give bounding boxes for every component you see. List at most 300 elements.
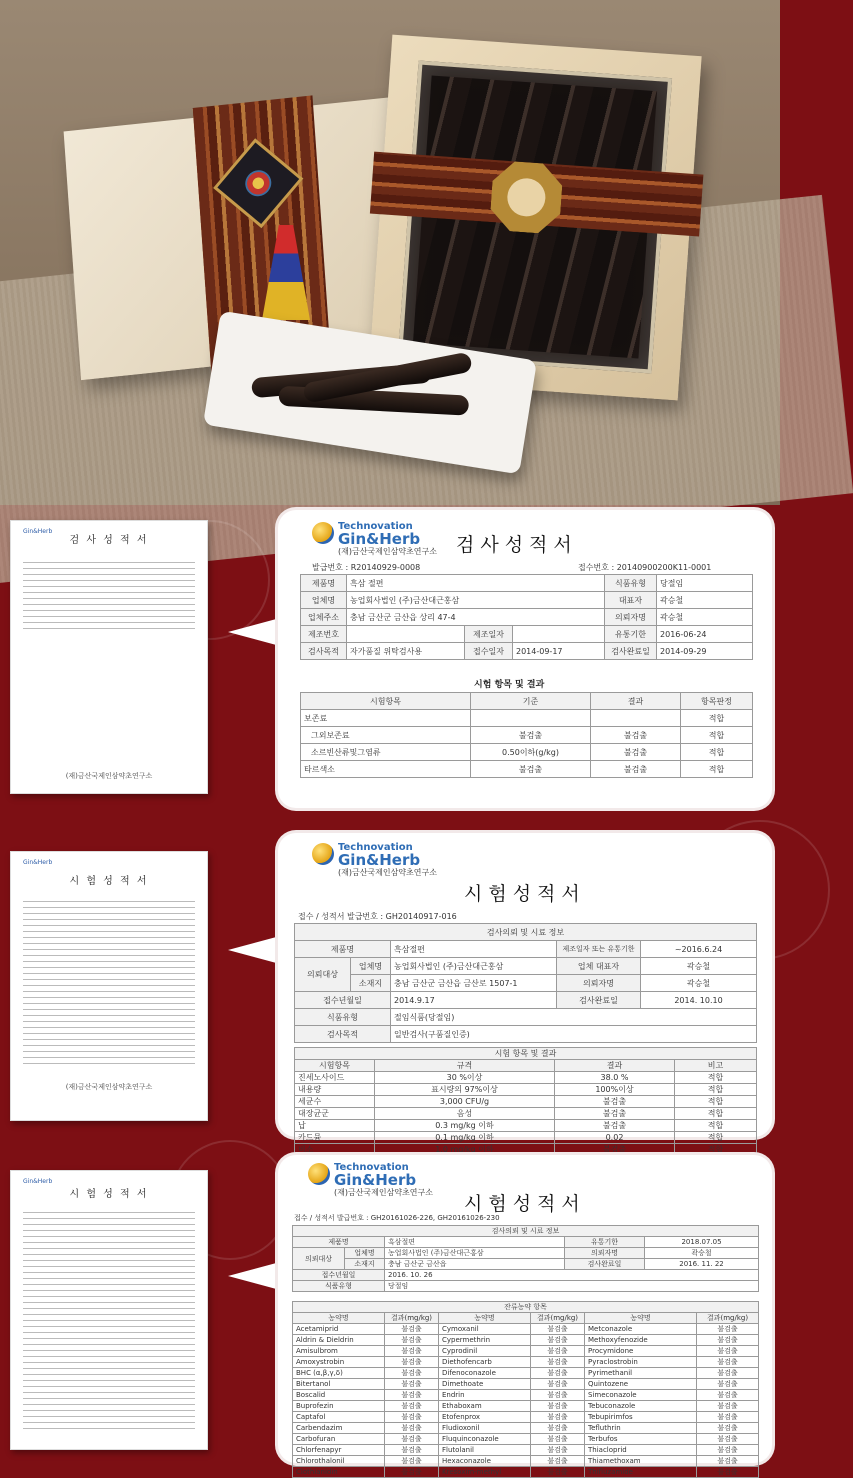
table-cell: 검사완료일	[605, 643, 657, 660]
table-cell: 적합	[675, 1084, 757, 1096]
table-cell: 접수년월일	[295, 992, 391, 1009]
table-cell: 불검출	[531, 1445, 585, 1456]
thumb-logo: Gin&Herb	[23, 528, 53, 535]
table-cell: 소재지	[351, 975, 391, 992]
table-cell: 불검출	[697, 1346, 759, 1357]
section-heading: 시험 항목 및 결과	[474, 680, 545, 690]
table-cell: BHC (α,β,γ,δ)	[293, 1368, 385, 1379]
table-cell: 불검출	[385, 1335, 439, 1346]
table-cell: Carbendazim	[293, 1423, 385, 1434]
table-row	[293, 1346, 759, 1357]
table-cell: 곽승철	[641, 975, 757, 992]
thumb-lines	[23, 896, 195, 1064]
table-row	[295, 1060, 757, 1072]
table-cell: 내용량	[295, 1084, 375, 1096]
table-cell: 2016. 10. 26	[385, 1270, 759, 1281]
table-row	[301, 710, 753, 727]
table-cell: 2018.07.05	[645, 1237, 759, 1248]
table-cell: Cymoxanil	[439, 1324, 531, 1335]
table-cell: 일반검사(구품질인증)	[391, 1026, 757, 1043]
table-cell: 소르빈산류및그염류	[301, 744, 471, 761]
section-heading: 검사의뢰 및 시료 정보	[293, 1226, 759, 1237]
table-cell: 충남 금산군 금산읍 금산로 1507-1	[391, 975, 557, 992]
lab-logo	[308, 1163, 433, 1198]
table-cell: 불검출	[531, 1412, 585, 1423]
table-cell: 진세노사이드	[295, 1072, 375, 1084]
table-row	[293, 1281, 759, 1292]
table-row	[295, 1108, 757, 1120]
thumb-lines	[23, 1207, 195, 1429]
table-cell	[347, 626, 465, 643]
table-row	[301, 643, 753, 660]
table-cell: 흑삼절편	[385, 1237, 565, 1248]
table-row	[295, 1048, 757, 1060]
table-cell: 불검출	[697, 1456, 759, 1467]
table-row	[295, 941, 757, 958]
doc-zoom-2	[278, 833, 772, 1154]
table-cell: 결과(mg/kg)	[531, 1313, 585, 1324]
table-row	[295, 1009, 757, 1026]
table-cell: 세균수	[295, 1096, 375, 1108]
table-cell: Bitertanol	[293, 1379, 385, 1390]
table-cell: Aldrin & Dieldrin	[293, 1335, 385, 1346]
table-cell: 유통기한	[605, 626, 657, 643]
table-cell: 불검출	[531, 1335, 585, 1346]
lab-name-1: Technovation	[334, 1162, 409, 1173]
table-cell: 불검출	[385, 1401, 439, 1412]
table-cell: Clothianidin	[293, 1467, 385, 1478]
table-cell: 불검출	[385, 1467, 439, 1478]
table-cell: Tebupirimfos	[585, 1412, 697, 1423]
table-cell: 흑삼 절편	[347, 575, 605, 592]
table-row	[293, 1390, 759, 1401]
table-cell	[513, 626, 605, 643]
table-cell: Acetamiprid	[293, 1324, 385, 1335]
table-cell: 보존료	[301, 710, 471, 727]
table-row	[295, 1132, 757, 1144]
table-cell: 업체 대표자	[557, 958, 641, 975]
table-cell: 카드뮴	[295, 1132, 375, 1144]
table-cell: 대장균군	[295, 1108, 375, 1120]
table-cell: 적합	[681, 744, 753, 761]
table-cell: 적합	[675, 1144, 757, 1156]
table-cell: 불검출	[531, 1423, 585, 1434]
table-cell: Thiamethoxam	[585, 1456, 697, 1467]
table-cell: 불검출	[385, 1412, 439, 1423]
table-cell: 업체명	[301, 592, 347, 609]
table-cell: 충남 금산군 금산읍	[385, 1259, 565, 1270]
table-cell: 0.1 mg/kg 이하	[375, 1132, 555, 1144]
table-cell: 시험항목	[301, 693, 471, 710]
table-cell: 0.3 mg/kg 이하	[375, 1120, 555, 1132]
table-cell: 접수년월일	[293, 1270, 385, 1281]
table-cell: Simeconazole	[585, 1390, 697, 1401]
table-cell: 불검출	[385, 1445, 439, 1456]
table-cell: 2014-09-29	[657, 643, 753, 660]
table-row	[301, 727, 753, 744]
table-row	[293, 1324, 759, 1335]
table-row	[293, 1226, 759, 1237]
table-cell: Hexaconazole	[439, 1456, 531, 1467]
table-cell: 불검출	[697, 1423, 759, 1434]
table-cell: 2016-06-24	[657, 626, 753, 643]
table-cell: 2014.9.17	[391, 992, 557, 1009]
lab-globe-icon	[312, 522, 334, 544]
table-row	[293, 1259, 759, 1270]
bubble-tail	[228, 1262, 280, 1290]
table-cell: 표시량의 97%이상	[375, 1084, 555, 1096]
table-row	[293, 1270, 759, 1281]
table-cell: Fluquinconazole	[439, 1434, 531, 1445]
table-cell: 불검출	[385, 1390, 439, 1401]
table-cell: 불검출	[591, 727, 681, 744]
lab-logo	[312, 843, 437, 878]
table-cell: Tebuconazole	[585, 1401, 697, 1412]
table-cell: 적합	[675, 1072, 757, 1084]
table-row	[295, 975, 757, 992]
info-table	[292, 1225, 759, 1292]
table-cell: 불검출	[531, 1324, 585, 1335]
table-row	[293, 1434, 759, 1445]
table-cell: 불검출	[531, 1368, 585, 1379]
thumb-logo: Gin&Herb	[23, 859, 53, 866]
bubble-tail	[228, 936, 280, 964]
table-cell: 음성	[375, 1108, 555, 1120]
table-cell: 불검출	[385, 1456, 439, 1467]
table-cell: 불검출	[697, 1390, 759, 1401]
table-row	[295, 1144, 757, 1156]
table-cell: Pyrimethanil	[585, 1368, 697, 1379]
table-cell: 농업회사법인 (주)금산대근홍삼	[391, 958, 557, 975]
table-cell: 불검출	[697, 1379, 759, 1390]
table-row	[293, 1401, 759, 1412]
doc-title: 시험성적서	[464, 883, 586, 905]
table-cell: 농업회사법인 (주)금산대근홍삼	[347, 592, 605, 609]
table-cell: 불검출	[697, 1401, 759, 1412]
table-cell	[471, 710, 591, 727]
table-cell: 결과(mg/kg)	[697, 1313, 759, 1324]
table-cell: Pyraclostrobin	[585, 1357, 697, 1368]
table-cell: Carbofuran	[293, 1434, 385, 1445]
thumb-footer: (재)금산국제인삼약초연구소	[65, 772, 153, 780]
table-cell: Quintozene	[585, 1379, 697, 1390]
thumb-lines	[23, 557, 195, 629]
table-cell: 불검출	[591, 744, 681, 761]
table-cell: 2014-09-17	[513, 643, 605, 660]
table-cell: 불검출	[531, 1390, 585, 1401]
bubble-tail	[228, 618, 280, 646]
lab-globe-icon	[312, 843, 334, 865]
table-cell: 불검출	[555, 1144, 675, 1156]
doc-thumbnail-1	[10, 520, 208, 794]
thumb-title: 검 사 성 적 서	[69, 535, 149, 546]
report-no: 접수 / 성적서 발급번호 : GH20140917-016	[298, 912, 457, 921]
thumb-footer: (재)금산국제인삼약초연구소	[65, 1083, 153, 1091]
table-cell: Amoxystrobin	[293, 1357, 385, 1368]
table-cell: 30 %이상	[375, 1072, 555, 1084]
table-cell: 제품명	[301, 575, 347, 592]
table-cell: Metconazole	[585, 1324, 697, 1335]
table-cell: 식품유형	[605, 575, 657, 592]
table-cell: 의뢰자명	[565, 1248, 645, 1259]
table-row	[295, 958, 757, 975]
table-cell: 항목판정	[681, 693, 753, 710]
table-cell: 절임식품(당절임)	[391, 1009, 757, 1026]
table-cell: Diethofencarb	[439, 1357, 531, 1368]
table-cell: Difenoconazole	[439, 1368, 531, 1379]
table-cell: 2016. 11. 22	[645, 1259, 759, 1270]
table-cell: 불검출	[471, 727, 591, 744]
section-heading: 시험 항목 및 결과	[295, 1048, 757, 1060]
table-cell: 당절임	[385, 1281, 759, 1292]
table-cell: 제조번호	[301, 626, 347, 643]
doc-title: 시험성적서	[464, 1193, 586, 1215]
table-cell: Chlorfenapyr	[293, 1445, 385, 1456]
table-cell: 불검출	[385, 1379, 439, 1390]
table-row	[301, 626, 753, 643]
table-cell: 소재지	[345, 1259, 385, 1270]
table-row	[295, 924, 757, 941]
table-row	[301, 693, 753, 710]
table-cell: 곽승철	[641, 958, 757, 975]
table-cell: 3,000 CFU/g	[375, 1096, 555, 1108]
table-row	[295, 1120, 757, 1132]
table-cell: Dimethoate	[439, 1379, 531, 1390]
table-cell: Terbufos	[585, 1434, 697, 1445]
table-cell: 제조일자	[465, 626, 513, 643]
table-row	[295, 1026, 757, 1043]
table-cell: 제품명	[295, 941, 391, 958]
table-cell: 불검출	[697, 1357, 759, 1368]
table-cell: 검사완료일	[565, 1259, 645, 1270]
table-cell: Buprofezin	[293, 1401, 385, 1412]
table-cell: 100%이상	[555, 1084, 675, 1096]
product-photo	[0, 0, 780, 505]
info-table	[294, 923, 757, 1043]
table-cell: 검사목적	[295, 1026, 391, 1043]
table-cell: 농약명	[439, 1313, 531, 1324]
table-cell: Thiacloprid	[585, 1445, 697, 1456]
lab-name-3: (재)금산국제인삼약초연구소	[338, 547, 437, 556]
table-cell: 1.0 mg/kg 이하	[375, 1144, 555, 1156]
results-table	[300, 692, 753, 778]
table-cell: 결과(mg/kg)	[385, 1313, 439, 1324]
lab-logo	[312, 522, 437, 557]
table-cell: 불검출	[385, 1324, 439, 1335]
doc-zoom-1	[278, 510, 772, 808]
table-cell: 불검출	[697, 1335, 759, 1346]
table-cell	[591, 710, 681, 727]
thumb-logo: Gin&Herb	[23, 1178, 53, 1185]
table-cell: 적합	[675, 1096, 757, 1108]
table-cell: 의뢰대상	[293, 1248, 345, 1270]
table-cell: 불검출	[385, 1434, 439, 1445]
table-cell: Boscalid	[293, 1390, 385, 1401]
table-row	[293, 1357, 759, 1368]
lab-name-1: Technovation	[338, 842, 413, 853]
table-cell: 곽승철	[657, 609, 753, 626]
table-cell: 불검출	[591, 761, 681, 778]
table-cell: 유통기한	[565, 1237, 645, 1248]
table-row	[301, 744, 753, 761]
table-cell: 불검출	[385, 1346, 439, 1357]
table-cell: Captafol	[293, 1412, 385, 1423]
table-cell: 0.50이하(g/kg)	[471, 744, 591, 761]
table-cell: 비고	[675, 1060, 757, 1072]
table-cell: 불검출	[531, 1467, 585, 1478]
table-cell: 불검출	[471, 761, 591, 778]
table-row	[293, 1302, 759, 1313]
lab-name-3: (재)금산국제인삼약초연구소	[334, 1188, 433, 1197]
table-row	[301, 761, 753, 778]
table-cell: 의뢰자명	[605, 609, 657, 626]
report-no: 접수 / 성적서 발급번호 : GH20161026-226, GH20161026-230	[294, 1214, 500, 1222]
table-row	[293, 1412, 759, 1423]
table-cell: 38.0 %	[555, 1072, 675, 1084]
doc-thumbnail-2	[10, 851, 208, 1121]
table-cell: 비소	[295, 1144, 375, 1156]
table-row	[293, 1248, 759, 1259]
receipt-no: 접수번호 : 20140900200K11-0001	[578, 563, 712, 572]
table-row	[295, 1084, 757, 1096]
table-cell: 불검출	[697, 1445, 759, 1456]
table-cell: 결과	[555, 1060, 675, 1072]
table-cell: 불검출	[697, 1467, 759, 1478]
doc-title: 검사성적서	[456, 534, 578, 556]
table-cell: 불검출	[697, 1434, 759, 1445]
lab-name-1: Technovation	[338, 521, 413, 532]
table-cell: Thifluzamide	[585, 1467, 697, 1478]
table-cell: 불검출	[531, 1456, 585, 1467]
table-cell: Cypermethrin	[439, 1335, 531, 1346]
table-cell: 대표자	[605, 592, 657, 609]
table-cell: 농약명	[293, 1313, 385, 1324]
table-cell: Chlorothalonil	[293, 1456, 385, 1467]
lab-globe-icon	[308, 1163, 330, 1185]
table-cell: 의뢰대상	[295, 958, 351, 992]
table-cell: 적합	[675, 1108, 757, 1120]
table-cell: Ethaboxam	[439, 1401, 531, 1412]
table-cell: 불검출	[555, 1120, 675, 1132]
table-cell: Endrin	[439, 1390, 531, 1401]
table-cell: 제조일자 또는 유통기한	[557, 941, 641, 958]
section-heading: 검사의뢰 및 시료 정보	[295, 924, 757, 941]
table-cell: Fludioxonil	[439, 1423, 531, 1434]
lab-name-2: Gin&Herb	[334, 1171, 417, 1189]
table-cell: 불검출	[555, 1108, 675, 1120]
table-cell: 타르색소	[301, 761, 471, 778]
table-row	[301, 609, 753, 626]
table-row	[295, 1072, 757, 1084]
lab-name-2: Gin&Herb	[338, 851, 421, 869]
table-cell: 의뢰자명	[557, 975, 641, 992]
issue-no: 발급번호 : R20140929-0008	[312, 563, 421, 572]
table-cell: Amisulbrom	[293, 1346, 385, 1357]
table-cell: 불검출	[555, 1096, 675, 1108]
pesticide-table	[292, 1301, 759, 1478]
lab-name-3: (재)금산국제인삼약초연구소	[338, 868, 437, 877]
table-cell: 검사완료일	[557, 992, 641, 1009]
table-cell: 농업회사법인 (주)금산대근홍삼	[385, 1248, 565, 1259]
table-cell: Flutolanil	[439, 1445, 531, 1456]
table-row	[293, 1368, 759, 1379]
results-table	[294, 1047, 757, 1156]
table-cell: 불검출	[385, 1368, 439, 1379]
table-cell: 불검출	[697, 1412, 759, 1423]
table-row	[293, 1313, 759, 1324]
table-row	[293, 1456, 759, 1467]
table-cell: ~2016.6.24	[641, 941, 757, 958]
lab-name-2: Gin&Herb	[338, 530, 421, 548]
table-cell: 결과	[591, 693, 681, 710]
table-cell: 자가품질 위탁검사용	[347, 643, 465, 660]
table-cell: 불검출	[385, 1423, 439, 1434]
table-row	[295, 1096, 757, 1108]
table-cell: 식품유형	[293, 1281, 385, 1292]
table-cell: 불검출	[531, 1434, 585, 1445]
table-cell: 업체명	[351, 958, 391, 975]
doc-zoom-3	[278, 1155, 772, 1476]
table-row	[293, 1237, 759, 1248]
table-cell: 2014. 10.10	[641, 992, 757, 1009]
info-table	[300, 574, 753, 660]
table-cell: Tefluthrin	[585, 1423, 697, 1434]
section-heading: 잔류농약 항목	[293, 1302, 759, 1313]
table-cell: 불검출	[531, 1401, 585, 1412]
table-cell: 검사목적	[301, 643, 347, 660]
table-cell: 불검출	[385, 1357, 439, 1368]
table-row	[293, 1445, 759, 1456]
table-cell: Etofenprox	[439, 1412, 531, 1423]
table-cell: 규격	[375, 1060, 555, 1072]
table-row	[293, 1379, 759, 1390]
table-cell: 접수일자	[465, 643, 513, 660]
table-cell: 충남 금산군 금산읍 상리 47-4	[347, 609, 605, 626]
table-cell: 당절임	[657, 575, 753, 592]
table-cell: 불검출	[531, 1379, 585, 1390]
table-cell: 납	[295, 1120, 375, 1132]
table-cell: 불검출	[697, 1368, 759, 1379]
table-cell: 그외보존료	[301, 727, 471, 744]
table-cell: Methoxyfenozide	[585, 1335, 697, 1346]
table-cell: Procymidone	[585, 1346, 697, 1357]
table-row	[301, 592, 753, 609]
table-cell: 시험항목	[295, 1060, 375, 1072]
table-row	[301, 575, 753, 592]
doc-thumbnail-3	[10, 1170, 208, 1450]
table-cell: 불검출	[697, 1324, 759, 1335]
table-cell: 곽승철	[657, 592, 753, 609]
table-cell: 불검출	[531, 1346, 585, 1357]
table-cell: 기준	[471, 693, 591, 710]
table-cell: 적합	[681, 710, 753, 727]
table-row	[293, 1335, 759, 1346]
table-cell: Kresoxim-methyl	[439, 1467, 531, 1478]
table-row	[295, 992, 757, 1009]
table-cell: 식품유형	[295, 1009, 391, 1026]
table-cell: 흑삼절편	[391, 941, 557, 958]
table-cell: 제품명	[293, 1237, 385, 1248]
thumb-title: 시 험 성 적 서	[69, 1189, 149, 1200]
table-cell: 0.02	[555, 1132, 675, 1144]
table-cell: 적합	[675, 1132, 757, 1144]
table-cell: 농약명	[585, 1313, 697, 1324]
table-row	[293, 1467, 759, 1478]
table-cell: 적합	[675, 1120, 757, 1132]
table-cell: 업체명	[345, 1248, 385, 1259]
table-cell: 곽승철	[645, 1248, 759, 1259]
table-cell: 적합	[681, 761, 753, 778]
